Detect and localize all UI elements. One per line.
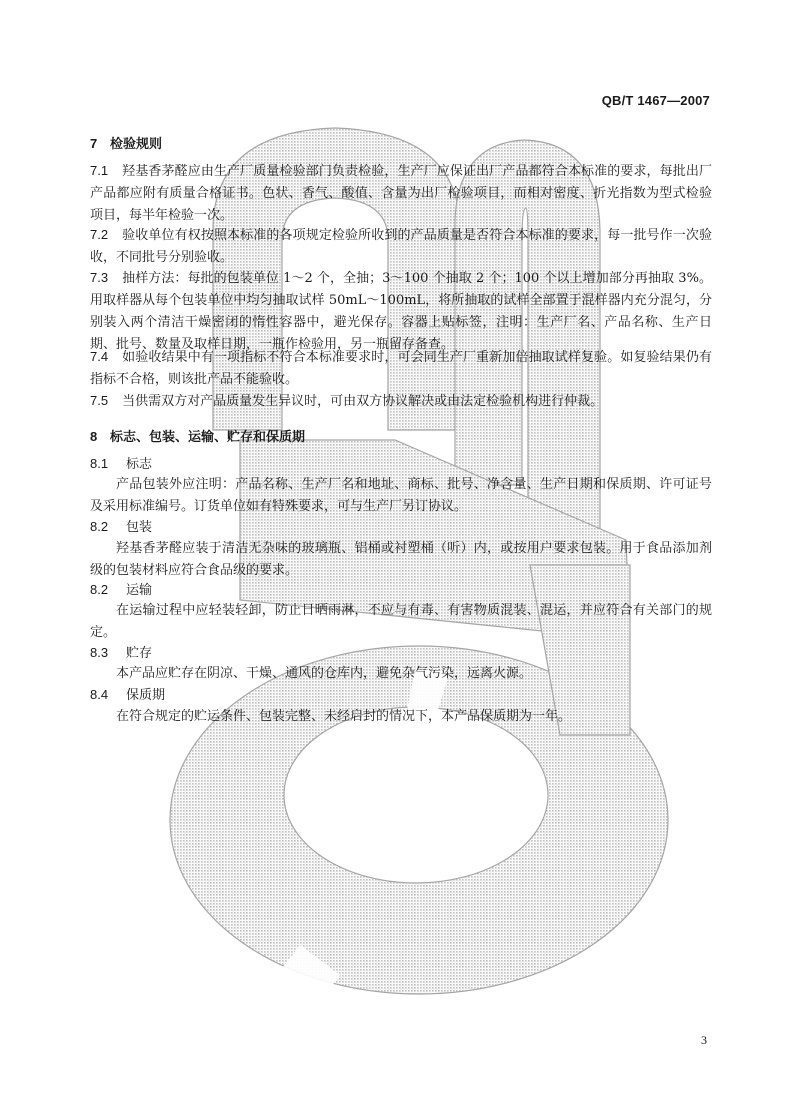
clause-7-2 (90, 224, 712, 269)
subsection-8-2-heading (90, 516, 152, 539)
subsection-title: 标志 (126, 457, 153, 472)
subsection-title: 运输 (126, 583, 153, 598)
subsection-8-3-text: 本产品应贮存在阴凉、干燥、通风的仓库内，避免杂气污染，远离火源。 (116, 666, 533, 681)
subsection-title: 保质期 (126, 688, 166, 703)
clause-text: 羟基香茅醛应由生产厂质量检验部门负责检验，生产厂应保证出厂产品都符合本标准的要求，每批出厂产品都应附有质量合格证书。色状、香气、酸值、含量为出厂检验项目，而相对密度、折光指数为型式检验项目，每半年检验一次。 (90, 164, 712, 223)
subsection-8-1-text: 产品包装外应注明：产品名称、生产厂名和地址、商标、批号、净含量、生产日期和保质期、许可证号及采用标准编号。订货单位如有特殊要求，可与生产厂另订协议。 (90, 477, 712, 514)
clause-number: 7.2 (90, 227, 109, 242)
clause-number: 7.3 (90, 270, 109, 285)
subsection-title: 贮存 (126, 646, 153, 661)
subsection-8-2b-heading (90, 579, 152, 602)
subsection-number: 8.1 (90, 456, 109, 471)
subsection-title: 包装 (126, 520, 153, 535)
subsection-8-4-text: 在符合规定的贮运条件、包装完整、未经启封的情况下，本产品保质期为一年。 (116, 709, 572, 724)
clause-text: 抽样方法：每批的包装单位 1～2 个，全抽；3～100 个抽取 2 个；100 个以上增加部分再抽取 3%。用取样器从每个包装单位中均匀抽取试样 50mL～100mL，将所抽取的试样全部置于混样器内充分混匀，分别装入两个清洁干燥密闭的惰性容器中，避光保存。容器上贴标签，注明：生产厂名、产品名称、生产日期、批号、数量及取样日期，一瓶作检验用，另一瓶留存备查。 (90, 271, 712, 352)
subsection-number: 8.2 (90, 582, 109, 597)
subsection-8-2b-text: 在运输过程中应轻装轻卸，防止日晒雨淋，不应与有毒、有害物质混装、混运，并应符合有关部门的规定。 (90, 603, 712, 640)
section-7-heading (90, 133, 162, 152)
section-7-title: 检验规则 (110, 137, 163, 152)
subsection-8-3-heading (90, 642, 152, 665)
section-8-number: 8 (90, 429, 98, 444)
subsection-8-4-heading (90, 684, 165, 707)
subsection-8-2-text: 羟基香茅醛应装于清洁无杂味的玻璃瓶、铝桶或衬塑桶（听）内，或按用户要求包装。用于食品添加剂级的包装材料应符合食品级的要求。 (90, 541, 712, 578)
clause-7-1 (90, 160, 712, 227)
subsection-number: 8.2 (90, 519, 109, 534)
subsection-8-1-heading (90, 453, 152, 476)
section-8-title: 标志、包装、运输、贮存和保质期 (110, 430, 306, 445)
clause-number: 7.4 (90, 349, 109, 364)
clause-text: 如验收结果中有一项指标不符合本标准要求时，可会同生产厂重新加倍抽取试样复验。如复验结果仍有指标不合格，则该批产品不能验收。 (90, 350, 712, 387)
clause-number: 7.1 (90, 163, 109, 178)
clause-7-5 (90, 390, 712, 413)
clause-text: 验收单位有权按照本标准的各项规定检验所收到的产品质量是否符合本标准的要求，每一批号作一次验收，不同批号分别验收。 (90, 228, 712, 265)
clause-text: 当供需双方对产品质量发生异议时，可由双方协议解决或由法定检验机构进行仲裁。 (122, 394, 604, 409)
subsection-number: 8.3 (90, 645, 109, 660)
clause-7-4 (90, 346, 712, 391)
page-number: 3 (701, 1033, 707, 1047)
subsection-number: 8.4 (90, 687, 109, 702)
clause-number: 7.5 (90, 393, 109, 408)
section-8-heading (90, 426, 305, 445)
section-7-number: 7 (90, 136, 98, 151)
standard-code: QB/T 1467—2007 (601, 93, 710, 108)
clause-7-3 (90, 267, 712, 356)
